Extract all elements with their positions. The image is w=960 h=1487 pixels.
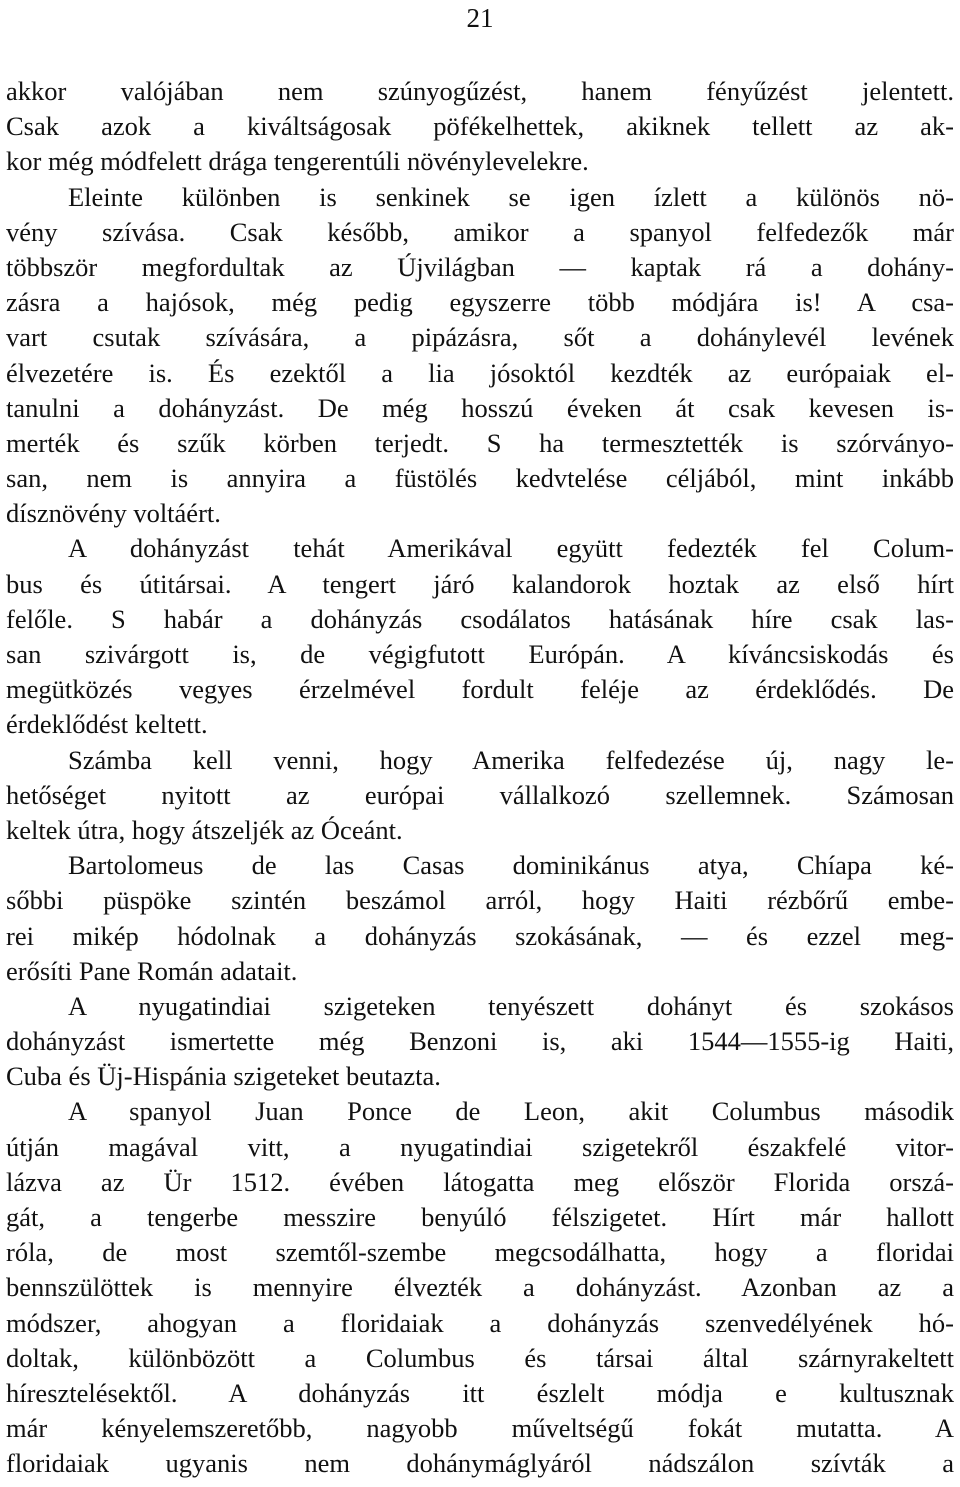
text-line: Eleinte különben is senkinek se igen ízlett a különös nö- [68, 181, 954, 212]
text-line: san, nem is annyira a füstölés kedvtelése céljából, mint inkább [6, 463, 954, 494]
text-line: már kényelemszeretőbb, nagyobb műveltségű fokát mutatta. A [6, 1413, 954, 1444]
text-line: A dohányzást tehát Amerikával együtt fedezték fel Colum- [68, 533, 954, 564]
text-line: kor még módfelett drága tengerentúli növénylevelekre. [6, 146, 589, 177]
text-line: gát, a tengerbe messzire benyúló félszigetet. Hírt már hallott [6, 1202, 954, 1232]
text-line: rei mikép hódolnak a dohányzás szokásának, — és ezzel meg- [6, 920, 954, 951]
text-line: dísznövény voltáért. [6, 498, 221, 529]
text-line: Cuba és Üj-Hispánia szigeteket beutazta. [6, 1061, 441, 1092]
text-line: felőle. S habár a dohányzás csodálatos hatásának híre csak las- [6, 603, 954, 634]
text-line: floridaiak ugyanis nem dohánymáglyáról nádszálon szívták a [6, 1448, 954, 1479]
text-line: vart csutak szívására, a pipázásra, sőt a dohánylevél levének [6, 322, 954, 353]
text-line: dohányzást ismertette még Benzoni is, aki 1544—1555-ig Haiti, [6, 1026, 954, 1057]
text-line: bus és útitársai. A tengert járó kalandorok hoztak az első hírt [6, 568, 954, 599]
text-line: többször megfordultak az Újvilágban — kaptak rá a dohány- [6, 251, 954, 282]
text-line: san szivárgott is, de végigfutott Európán. A kíváncsiskodás és [6, 639, 954, 669]
text-line: akkor valójában nem szúnyogűzést, hanem fényűzést jelentett. [6, 76, 954, 106]
text-line: keltek útra, hogy átszeljék az Óceánt. [6, 814, 403, 845]
text-line: híresztelésektől. A dohányzás itt észlelt módja e kultusznak [6, 1377, 954, 1408]
text-line: A spanyol Juan Ponce de Leon, akit Columbus második [68, 1096, 954, 1127]
text-line: élvezetére is. És ezektől a lia jósoktól kezdték az európaiak el- [6, 357, 954, 388]
text-line: Számba kell venni, hogy Amerika felfedezése új, nagy le- [68, 744, 954, 775]
text-line: zásra a hajósok, még pedig egyszerre több módjára is! A csa- [6, 287, 954, 318]
text-line: doltak, különbözött a Columbus és társai által szárnyrakeltett [6, 1342, 954, 1373]
page-number: 21 [466, 3, 494, 33]
text-line: hetőséget nyitott az európai vállalkozó szellemnek. Számosan [6, 779, 954, 810]
text-line: módszer, ahogyan a floridaiak a dohányzás szenvedélyének hó- [6, 1307, 954, 1338]
text-line: merték és szűk körben terjedt. S ha termesztették is szórványo- [6, 427, 954, 458]
text-line: útján magával vitt, a nyugatindiai szigetekről északfelé vitor- [6, 1131, 954, 1162]
text-line: vény szívása. Csak később, amikor a spanyol felfedezők már [6, 216, 954, 247]
text-line: A nyugatindiai szigeteken tenyészett dohányt és szokásos [68, 990, 954, 1021]
text-line: sőbbi püspöke szintén beszámol arról, hogy Haiti rézbőrű embe- [6, 885, 954, 916]
text-line: megütközés vegyes érzelmével fordult feléje az érdeklődés. De [6, 674, 954, 705]
text-line: tanulni a dohányzást. De még hosszú éveken át csak kevesen is- [6, 392, 954, 423]
text-line: Csak azok a kiváltságosak pöfékelhettek, akiknek tellett az ak- [6, 111, 954, 142]
text-line: érdeklődést keltett. [6, 709, 208, 740]
text-line: bennszülöttek is mennyire élvezték a dohányzást. Azonban az a [6, 1272, 954, 1303]
text-line: róla, de most szemtől-szembe megcsodálhatta, hogy a floridai [6, 1237, 954, 1268]
body-text [6, 74, 954, 1482]
text-line: erősíti Pane Román adatait. [6, 955, 298, 986]
text-line: Bartolomeus de las Casas dominikánus atya, Chíapa ké- [68, 850, 954, 881]
text-line: lázva az Ür 1512. évében látogatta meg először Florida orszá- [6, 1166, 954, 1197]
